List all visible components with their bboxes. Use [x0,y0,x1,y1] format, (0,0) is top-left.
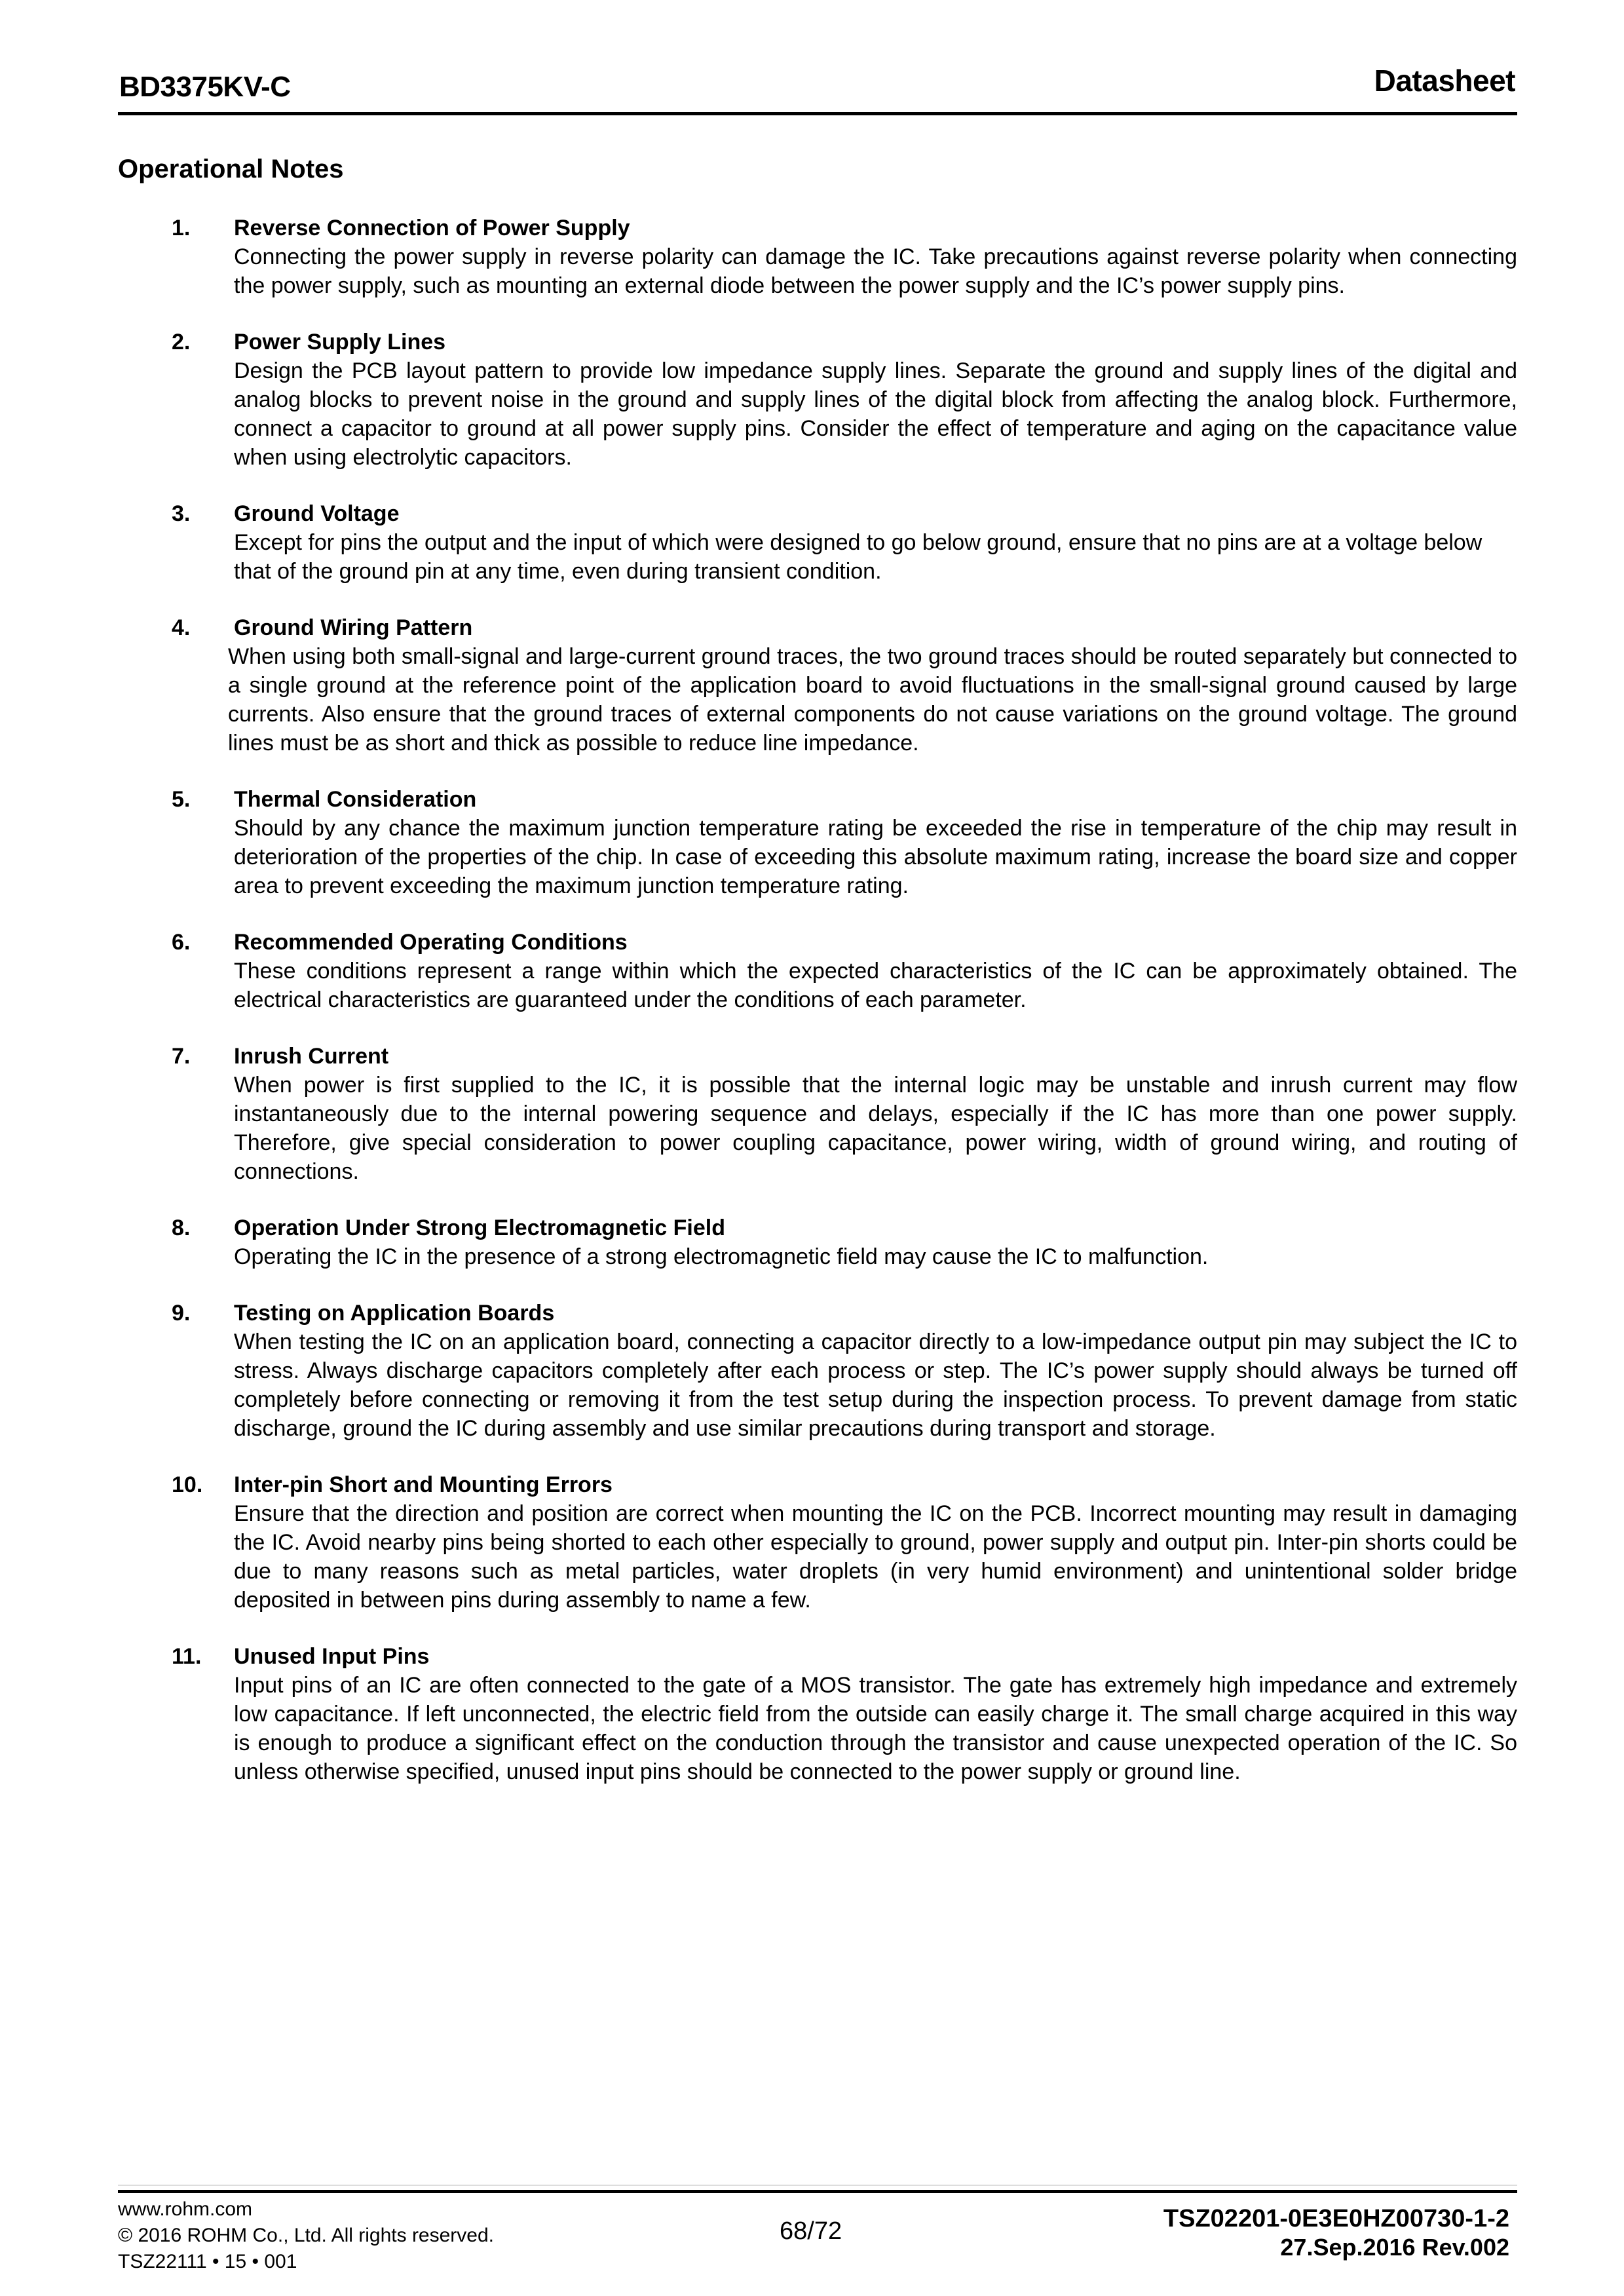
note-title: Ground Voltage [234,501,400,526]
note-item [172,928,1517,1014]
note-body: When using both small-signal and large-current ground traces, the two ground traces should be routed separately but connected to a single ground at the reference point of the application board to avoid fluctuations in the small-signal ground caused by large currents. Also ensure that the ground traces of external components do not cause variations on the ground voltage. The ground lines must be as short and thick as possible to reduce line impedance. [228,644,1517,756]
header-doc-type: Datasheet [1374,64,1515,98]
note-number: 9. [172,1301,191,1326]
footer-left [118,2196,494,2275]
note-title: Recommended Operating Conditions [234,930,628,955]
note-number: 8. [172,1215,191,1240]
note-body: When testing the IC on an application board, connecting a capacitor directly to a low-impedance output pin may subject the IC to stress. Always discharge capacitors completely after each process or step. The IC’s power supply should always be turned off completely before connecting or removing it from the test setup during the inspection process. To prevent damage from static discharge, ground the IC during assembly and use similar precautions during transport and storage. [234,1330,1517,1441]
footer-doc-id: TSZ02201-0E3E0HZ00730-1-2 [1163,2205,1509,2232]
footer-website-link[interactable]: www.rohm.com [118,2198,253,2220]
note-item [172,1214,1517,1271]
note-title: Power Supply Lines [234,330,446,354]
note-body: Except for pins the output and the input of which were designed to go below ground, ensure that no pins are at a voltage below that of the ground pin at any time, even during transient condition. [234,530,1482,584]
note-number: 4. [172,615,191,640]
note-number: 6. [172,930,191,955]
footer-rule [118,2190,1517,2193]
note-body: Input pins of an IC are often connected to the gate of a MOS transistor. The gate has extremely high impedance and extremely low capacitance. If left unconnected, the electric field from the outside can easily charge it. The small charge acquired in this way is enough to produce a significant effect on the conduction through the transistor and cause unexpected operation of the IC. So unless otherwise specified, unused input pins should be connected to the power supply or ground line. [234,1673,1517,1784]
footer-form-code: TSZ22111 • 15 • 001 [118,2251,297,2272]
note-body: Connecting the power supply in reverse polarity can damage the IC. Take precautions against reverse polarity when connecting the power supply, such as mounting an external diode between the power supply and the IC’s power supply pins. [234,244,1517,298]
footer-date-revision: 27.Sep.2016 Rev.002 [1280,2234,1509,2261]
note-item [172,499,1517,586]
note-number: 2. [172,330,191,354]
footer-right [1163,2204,1509,2262]
note-body: Ensure that the direction and position are correct when mounting the IC on the PCB. Incorrect mounting may result in damaging the IC. Avoid nearby pins being shorted to each other especially to ground, power supply and output pin. Inter-pin shorts could be due to many reasons such as metal particles, water droplets (in very humid environment) and unintentional solder bridge deposited in between pins during assembly to name a few. [234,1501,1517,1613]
note-title: Inrush Current [234,1044,389,1069]
note-title: Operation Under Strong Electromagnetic Field [234,1215,725,1240]
notes-list [172,214,1517,1814]
note-number: 5. [172,787,191,812]
note-item [172,1470,1517,1615]
note-body: Operating the IC in the presence of a strong electromagnetic field may cause the IC to malfunction. [234,1244,1209,1269]
note-title: Inter-pin Short and Mounting Errors [234,1472,613,1497]
note-item [172,1299,1517,1443]
note-item [172,214,1517,300]
note-number: 10. [172,1472,203,1497]
section-title: Operational Notes [118,155,344,183]
note-item [172,785,1517,900]
footer-page-number: 68/72 [780,2217,842,2245]
note-body: When power is first supplied to the IC, it is possible that the internal logic may be unstable and inrush current may flow instantaneously due to the internal powering sequence and delays, especially if the IC has more than one power supply. Therefore, give special consideration to power coupling capacitance, power wiring, width of ground wiring, and routing of connections. [234,1073,1517,1184]
note-number: 7. [172,1044,191,1069]
note-item [172,1642,1517,1786]
note-title: Thermal Consideration [234,787,477,812]
note-title: Ground Wiring Pattern [234,615,473,640]
note-title: Reverse Connection of Power Supply [234,216,630,240]
note-body: These conditions represent a range within which the expected characteristics of the IC can be approximately obtained. The electrical characteristics are guaranteed under the conditions of each parameter. [234,959,1517,1012]
note-number: 3. [172,501,191,526]
note-body: Design the PCB layout pattern to provide low impedance supply lines. Separate the ground and supply lines of the digital and analog blocks to prevent noise in the ground and supply lines of the digital block from affecting the analog block. Furthermore, connect a capacitor to ground at all power supply pins. Consider the effect of temperature and aging on the capacitance value when using electrolytic capacitors. [234,358,1517,470]
footer-rule-light [118,2185,1517,2186]
header-product-name: BD3375KV-C [119,71,291,103]
header-rule [118,112,1517,115]
note-title: Unused Input Pins [234,1644,430,1669]
note-number: 1. [172,216,191,240]
note-item [172,328,1517,472]
note-number: 11. [172,1644,202,1669]
footer-copyright: © 2016 ROHM Co., Ltd. All rights reserved. [118,2225,494,2246]
note-item [172,1042,1517,1186]
note-body: Should by any chance the maximum junction temperature rating be exceeded the rise in temperature of the chip may result in deterioration of the properties of the chip. In case of exceeding this absolute maximum rating, increase the board size and copper area to prevent exceeding the maximum junction temperature rating. [234,816,1517,898]
note-item [172,613,1517,757]
note-title: Testing on Application Boards [234,1301,555,1326]
